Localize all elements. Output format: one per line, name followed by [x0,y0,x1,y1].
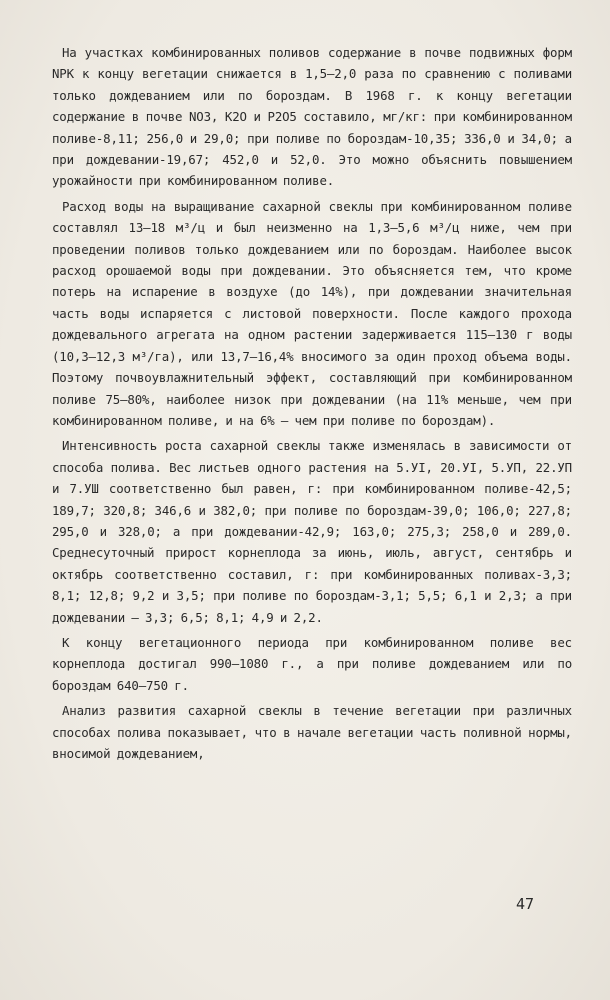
paragraph-4: К концу вегетационного периода при комбинированном поливе вес корнеплода достигал 990–1080 г., а при поливе дождеванием или по бороздам 640–750 г. [52,634,572,693]
paragraph-1: На участках комбинированных поливов содержание в почве подвижных форм NPK к концу вегетации снижается в 1,5–2,0 раза по сравнению с поливами только дождеванием или по бороздам. В 1968 г. к концу вегетации содержание в почве NO3, K2O и P2O5 составило, мг/кг: при комбинированном поливе-8,11; 256,0 и 29,0; при поливе по бороздам-10,35; 336,0 и 34,0; а при дождевании-19,67; 452,0 и 52,0. Это можно объяснить повышением урожайности при комбинированном поливе. [52,45,572,189]
paragraph-3: Интенсивность роста сахарной свеклы также изменялась в зависимости от способа полива. Вес листьев одного растения на 5.УI, 20.УI, 5.УП, 22.УП и 7.УШ соответственно был равен, г: при комбинированном поливе-42,5; 189,7; 320,8; 346,6 и 382,0; при поливе по бороздам-39,0; 106,0; 227,8; 295,0 и 328,0; а при дождевании-42,9; 163,0; 275,3; 258,0 и 289,0. Среднесуточный прирост корнеплода за июнь, июль, август, сентябрь и октябрь соответственно составил, г: при комбинированных поливах-3,3; 8,1; 12,8; 9,2 и 3,5; при поливе по бороздам-3,1; 5,5; 6,1 и 2,3; а при дождевании – 3,3; 6,5; 8,1; 4,9 и 2,2. [52,438,572,625]
paragraph-2: Расход воды на выращивание сахарной свеклы при комбинированном поливе составлял 13–18 м³/ц и был неизменно на 1,3–5,6 м³/ц ниже, чем при проведении поливов только дождеванием или по бороздам. Наиболее высок расход орошаемой воды при дождевании. Это объясняется тем, что кроме потерь на испарение в воздухе (до 14%), при дождевании значительная часть воды испаряется с листовой поверхности. После каждого прохода дождевального агрегата на одном растении задерживается 115–130 г воды (10,3–12,3 м³/га), или 13,7–16,4% вносимого за один проход объема воды. Поэтому почвоувлажнительный эффект, составляющий при комбинированном поливе 75–80%, наиболее низок при дождевании (на 11% меньше, чем при комбинированном поливе, и на 6% – чем при поливе по бороздам). [52,198,572,428]
paragraph-5: Анализ развития сахарной свеклы в течение вегетации при различных способах полива показывает, что в начале вегетации часть поливной нормы, вносимой дождеванием, [52,703,572,761]
body-text [52,42,572,768]
page-number: 47 [516,895,535,913]
